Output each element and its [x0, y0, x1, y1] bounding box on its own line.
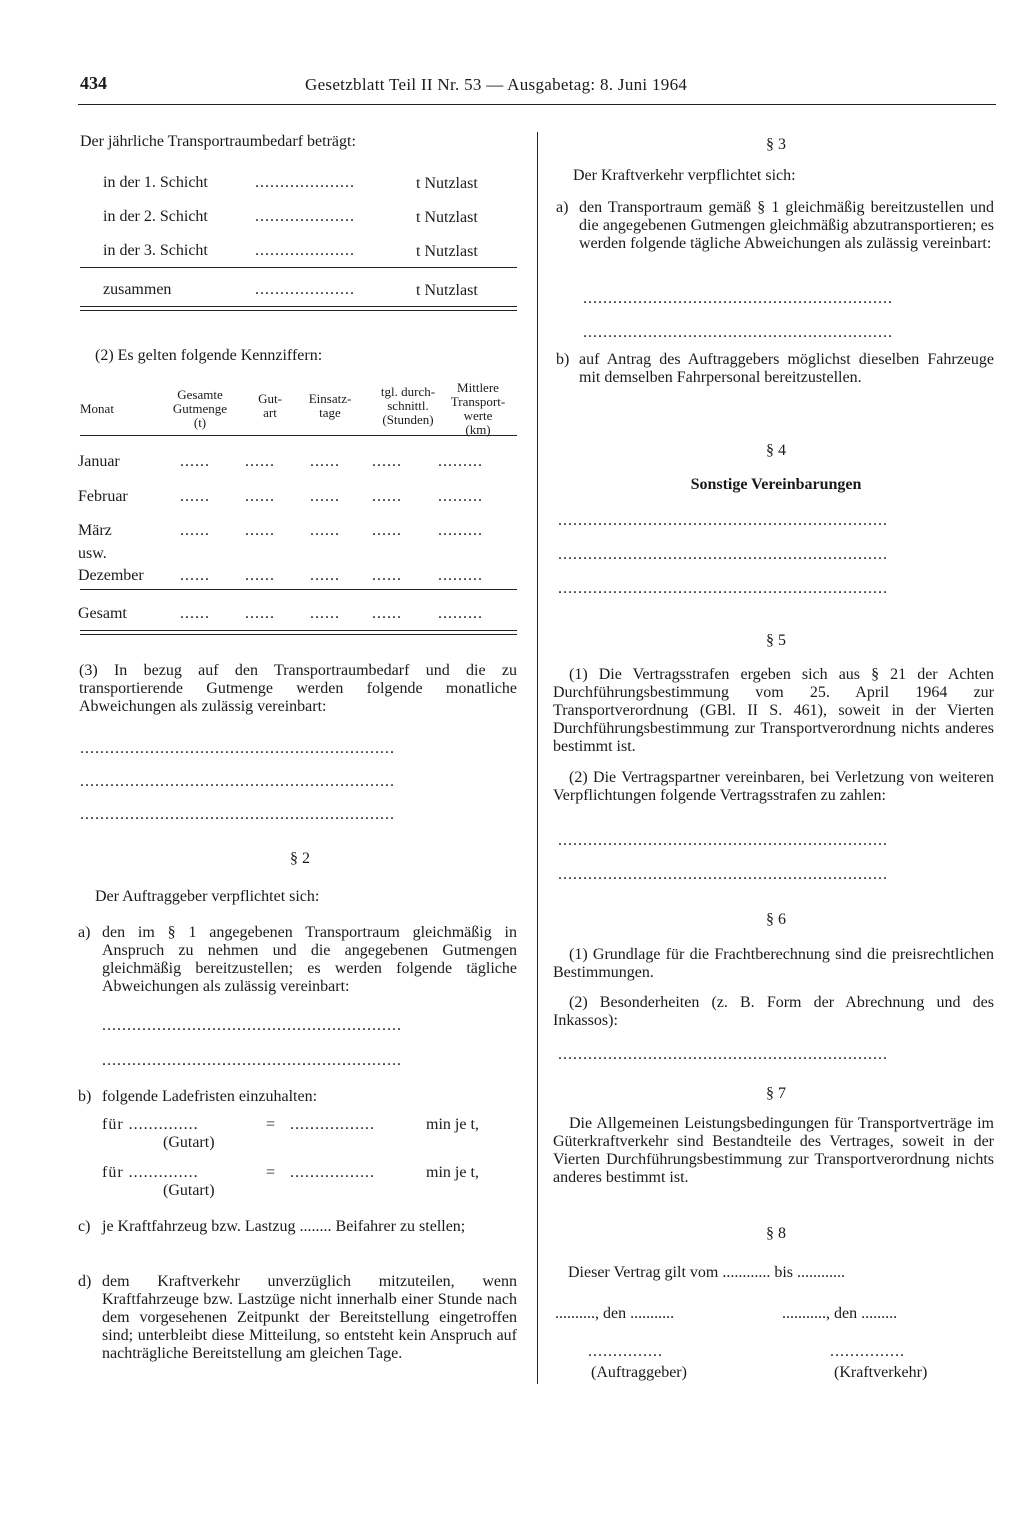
- section-3-heading: § 3: [766, 136, 786, 153]
- para3-dots-line: ...............................................................: [80, 806, 395, 823]
- table-cell: ......: [180, 605, 210, 622]
- table-row-maerz: März: [78, 522, 112, 539]
- table-cell: ......: [372, 453, 402, 470]
- place-date-right: ..........., den .........: [782, 1305, 898, 1322]
- section-5-dots: ..................................................................: [558, 866, 888, 883]
- table-cell: ......: [310, 605, 340, 622]
- table-cell: ......: [310, 567, 340, 584]
- total-double-rule-top: [80, 306, 517, 307]
- section-2-d-text: dem Kraftverkehr unverzüglich mitzuteilen, wenn Kraftfahrzeuge bzw. Lastzüge nicht innerhalb einer Stunde nach dem vorgesehenen Zeitpunkt der Bereitstellung eingetroffen sind; unterbleibt diese Mitteilung, so entsteht kein Anspruch auf nachträgliche Bereitstellung am gleichen Tage.: [102, 1273, 517, 1362]
- paragraph-3: (3) In bezug auf den Transportraumbedarf und die zu transportierende Gutmenge werden folgende monatliche Abweichungen als zulässig vereinbart:: [79, 662, 517, 715]
- table-cell: ......: [180, 567, 210, 584]
- table-cell: ......: [245, 567, 275, 584]
- signature-label-kraftverkehr: (Kraftverkehr): [834, 1364, 928, 1381]
- ladefrist-line-2-post: min je t,: [426, 1164, 479, 1181]
- section-3-a-dots: ..............................................................: [583, 324, 893, 341]
- shift-2-label: in der 2. Schicht: [103, 208, 208, 225]
- table-cell: ......: [310, 488, 340, 505]
- ladefrist-line-1-pre: für ..............: [102, 1116, 199, 1133]
- table-cell: .........: [438, 488, 483, 505]
- section-2-a-dots: ............................................................: [102, 1052, 402, 1069]
- table-header-gutart: Gut- art: [258, 391, 282, 420]
- section-6-paragraph-1: (1) Grundlage für die Frachtberechnung sind die preisrechtlichen Bestimmungen.: [553, 946, 994, 981]
- table-header-rule: [80, 435, 517, 436]
- place-date-left: .........., den ...........: [555, 1305, 675, 1322]
- section-2-heading: § 2: [290, 850, 310, 867]
- total-double-rule-bottom: [80, 310, 517, 311]
- section-2-a-text: den im § 1 angegebenen Transportraum gleichmäßig in Anspruch zu nehmen und die angegebenen Gutmengen gleichmäßig bereitzustellen; es werden folgende tägliche Abweichungen als zulässig vereinbart:: [102, 924, 517, 995]
- section-2-a-dots: ............................................................: [102, 1017, 402, 1034]
- section-3-b-text: auf Antrag des Auftraggebers möglichst dieselben Fahrzeuge mit demselben Fahrpersonal bereitzustellen.: [579, 351, 994, 386]
- table-row-dezember: Dezember: [78, 567, 144, 584]
- section-2-intro: Der Auftraggeber verpflichtet sich:: [95, 888, 320, 905]
- table-cell: ......: [372, 522, 402, 539]
- total-dots: ....................: [255, 281, 355, 298]
- shift-1-dots: ....................: [255, 174, 355, 191]
- para3-dots-line: ...............................................................: [80, 773, 395, 790]
- section-4-dots: ..................................................................: [558, 546, 888, 563]
- section-3-a-dots: ..............................................................: [583, 290, 893, 307]
- section-4-heading: § 4: [766, 442, 786, 459]
- section-3-a-label: a): [556, 199, 569, 216]
- table-cell: ......: [310, 453, 340, 470]
- para3-dots-line: ...............................................................: [80, 740, 395, 757]
- shift-3-label: in der 3. Schicht: [103, 242, 208, 259]
- table-cell: ......: [372, 488, 402, 505]
- section-2-c-label: c): [78, 1218, 91, 1235]
- header-rule: [78, 104, 996, 105]
- capacity-intro: Der jährliche Transportraumbedarf beträgt:: [80, 133, 356, 150]
- table-cell: ......: [372, 605, 402, 622]
- section-8-heading: § 8: [766, 1225, 786, 1242]
- table-bottom-rule-bottom: [80, 634, 517, 635]
- section-7-text: Die Allgemeinen Leistungsbedingungen für Transportverträge im Güterkraftverkehr sind Bestandteile des Vertrages, soweit in der Vierten Durchführungsbestimmung zur Transportverordnung nichts anderes bestimmt ist.: [553, 1115, 994, 1186]
- ladefrist-line-1-sub: (Gutart): [163, 1134, 215, 1151]
- signature-line-left: ...............: [588, 1343, 663, 1360]
- table-header-stunden: tgl. durch- schnittl. (Stunden): [380, 384, 436, 427]
- table-header-transportwerte: Mittlere Transport- werte (km): [450, 380, 506, 437]
- shift-1-label: in der 1. Schicht: [103, 174, 208, 191]
- table-cell: ......: [180, 488, 210, 505]
- section-5-paragraph-1: (1) Die Vertragsstrafen ergeben sich aus § 21 der Achten Durchführungsbestimmung vom 25. April 1964 zur Transportverordnung (GBl. II S. 461), soweit in der Vierten Durchführungsbestimmung zur Transportverordnung nichts anderes bestimmt ist.: [553, 666, 994, 755]
- section-5-heading: § 5: [766, 632, 786, 649]
- total-unit: t Nutzlast: [416, 282, 478, 299]
- table-cell: .........: [438, 605, 483, 622]
- table-cell: ......: [372, 567, 402, 584]
- table-cell: ......: [310, 522, 340, 539]
- table-bottom-rule-top: [80, 630, 517, 631]
- table-row-februar: Februar: [78, 488, 128, 505]
- validity-line: Dieser Vertrag gilt vom ............ bis ............: [568, 1264, 846, 1281]
- column-divider: [537, 132, 538, 1384]
- table-row-usw: usw.: [78, 545, 107, 562]
- section-7-heading: § 7: [766, 1085, 786, 1102]
- ladefrist-line-1-post: min je t,: [426, 1116, 479, 1133]
- table-row-januar: Januar: [78, 453, 120, 470]
- table-cell: ......: [180, 522, 210, 539]
- table-header-einsatztage: Einsatz- tage: [308, 391, 352, 420]
- section-3-a-text: den Transportraum gemäß § 1 gleichmäßig bereitzustellen und die angegebenen Gutmengen gleichmäßig abzutransportieren; es werden folgende tägliche Abweichungen als zulässig vereinbart:: [579, 199, 994, 252]
- shift-2-dots: ....................: [255, 208, 355, 225]
- section-4-title: Sonstige Vereinbarungen: [690, 476, 862, 493]
- ladefrist-line-2-sub: (Gutart): [163, 1182, 215, 1199]
- shift-2-unit: t Nutzlast: [416, 209, 478, 226]
- ladefrist-line-2-dots: .................: [290, 1164, 375, 1181]
- section-5-paragraph-2: (2) Die Vertragspartner vereinbaren, bei Verletzung von weiteren Verpflichtungen folgende Vertragsstrafen zu zahlen:: [553, 769, 994, 804]
- shift-sum-rule: [80, 267, 517, 268]
- section-2-c-text: je Kraftfahrzeug bzw. Lastzug ........ Beifahrer zu stellen;: [102, 1218, 466, 1235]
- table-cell: ......: [245, 522, 275, 539]
- table-header-gutmenge: Gesamte Gutmenge (t): [172, 387, 228, 430]
- section-2-a-label: a): [78, 924, 91, 941]
- table-cell: ......: [245, 488, 275, 505]
- section-6-heading: § 6: [766, 911, 786, 928]
- ladefrist-line-2-pre: für ..............: [102, 1164, 199, 1181]
- shift-1-unit: t Nutzlast: [416, 175, 478, 192]
- section-5-dots: ..................................................................: [558, 832, 888, 849]
- section-4-dots: ..................................................................: [558, 512, 888, 529]
- page-header-title: Gesetzblatt Teil II Nr. 53 — Ausgabetag: 8. Juni 1964: [305, 75, 688, 94]
- total-label: zusammen: [103, 281, 172, 298]
- kennziffern-intro: (2) Es gelten folgende Kennziffern:: [95, 347, 323, 364]
- section-2-b-text: folgende Ladefristen einzuhalten:: [102, 1088, 318, 1105]
- ladefrist-line-1-eq: =: [266, 1116, 276, 1133]
- shift-3-unit: t Nutzlast: [416, 243, 478, 260]
- section-2-d-label: d): [78, 1273, 92, 1290]
- table-cell: ......: [180, 453, 210, 470]
- table-cell: .........: [438, 567, 483, 584]
- table-cell: ......: [245, 605, 275, 622]
- signature-label-auftraggeber: (Auftraggeber): [591, 1364, 687, 1381]
- page-number: 434: [80, 73, 107, 93]
- signature-line-right: ...............: [830, 1343, 905, 1360]
- section-2-b-label: b): [78, 1088, 92, 1105]
- section-6-paragraph-2: (2) Besonderheiten (z. B. Form der Abrechnung und des Inkassos):: [553, 994, 994, 1029]
- section-3-intro: Der Kraftverkehr verpflichtet sich:: [573, 167, 796, 184]
- table-cell: ......: [245, 453, 275, 470]
- shift-3-dots: ....................: [255, 242, 355, 259]
- table-cell: .........: [438, 453, 483, 470]
- section-3-b-label: b): [556, 351, 570, 368]
- section-6-dots: ..................................................................: [558, 1046, 888, 1063]
- ladefrist-line-2-eq: =: [266, 1164, 276, 1181]
- table-total-rule: [80, 589, 517, 590]
- ladefrist-line-1-dots: .................: [290, 1116, 375, 1133]
- table-row-gesamt: Gesamt: [78, 605, 127, 622]
- section-4-dots: ..................................................................: [558, 580, 888, 597]
- table-cell: .........: [438, 522, 483, 539]
- table-header-monat: Monat: [80, 401, 114, 416]
